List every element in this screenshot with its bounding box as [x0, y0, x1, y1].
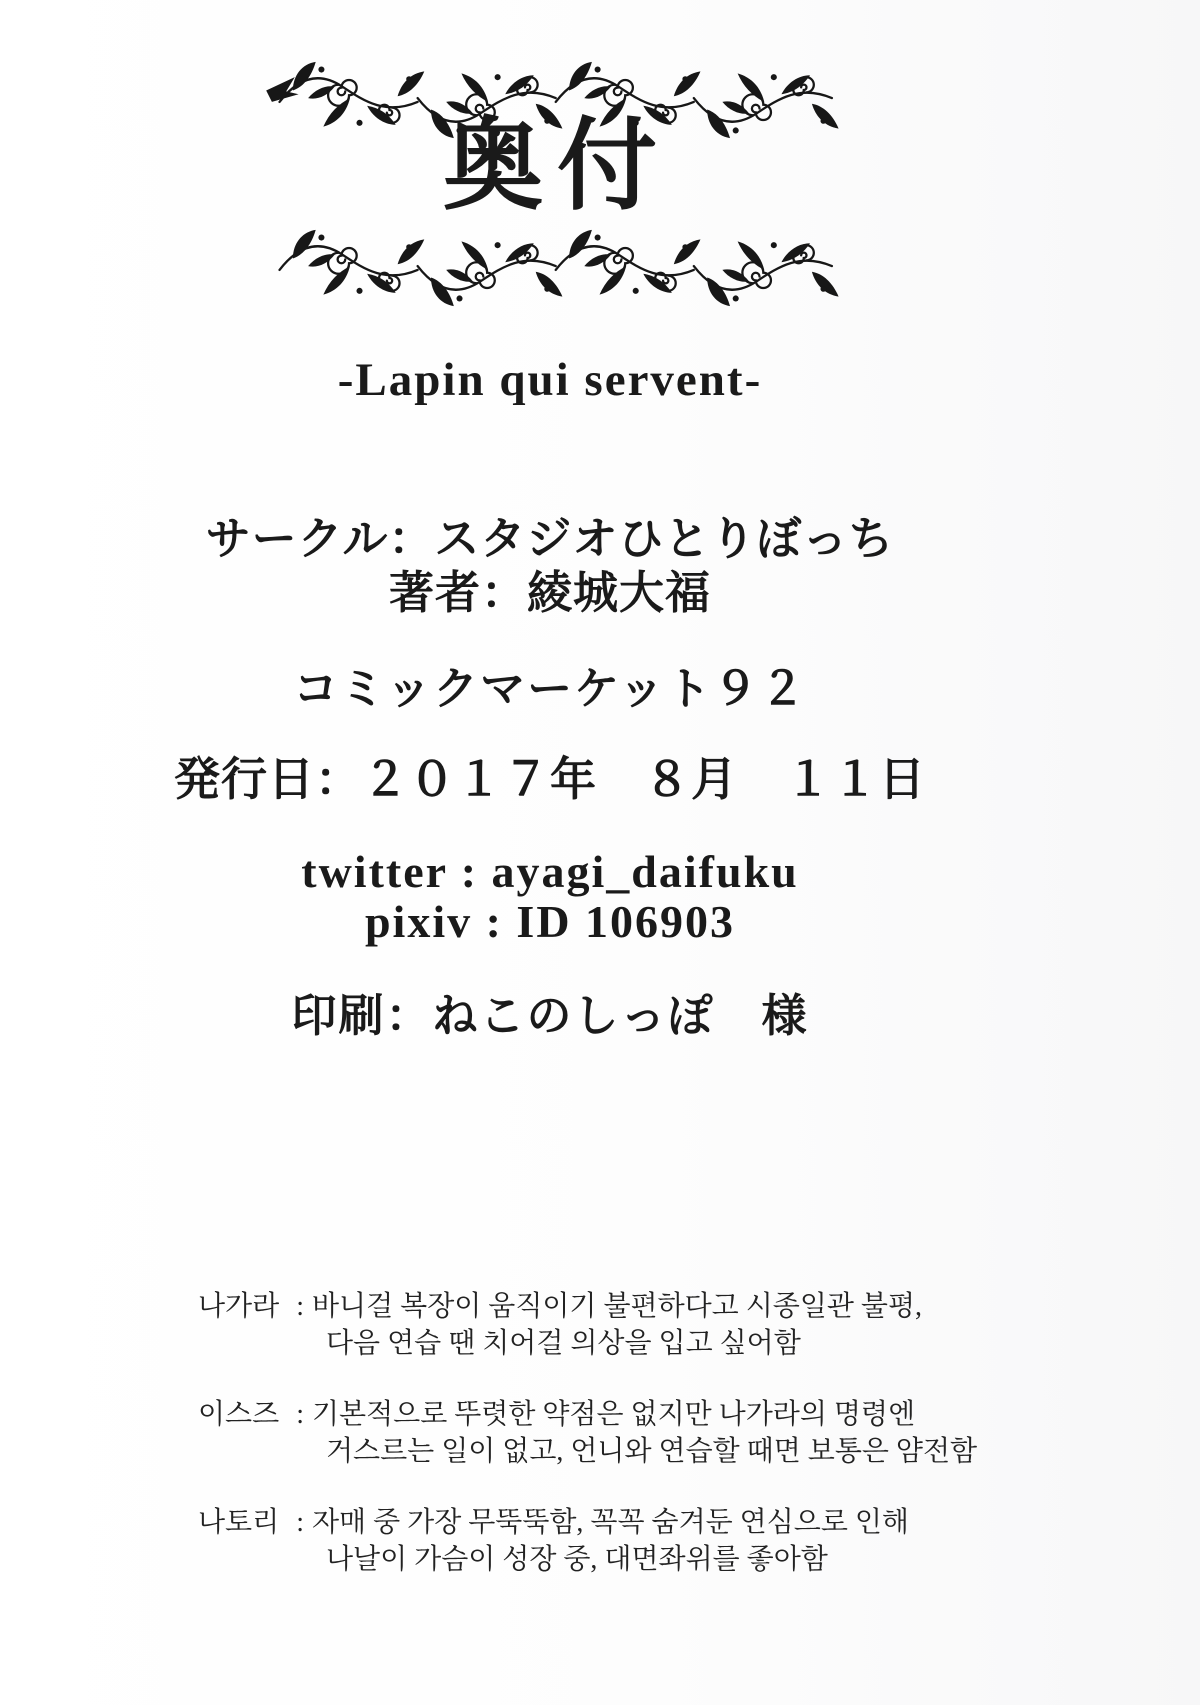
note-line-2: 나날이 가슴이 성장 중, 대면좌위를 좋아함 — [326, 1544, 828, 1575]
note-line-1: 자매 중 가장 무뚝뚝함, 꼭꼭 숨겨둔 연심으로 인해 — [312, 1507, 909, 1538]
book-subtitle: -Lapin qui servent- — [337, 354, 763, 406]
note-line-2: 거스르는 일이 없고, 언니와 연습할 때면 보통은 얌전함 — [326, 1436, 978, 1467]
character-note-natori — [198, 1504, 1058, 1578]
author-credit-line: 著者：綾城大福 — [388, 568, 711, 618]
printer-credit-line: 印刷：ねこのしっぽ 様 — [291, 991, 809, 1041]
pixiv-id-line: pixiv : ID 106903 — [364, 896, 736, 947]
character-name: 나가라 — [198, 1291, 280, 1322]
character-note-text — [312, 1288, 1058, 1362]
circle-credit-line: サークル：スタジオひとりぼっち — [205, 514, 895, 564]
twitter-handle-line: twitter : ayagi_daifuku — [301, 846, 799, 897]
colon-separator: : — [296, 1507, 304, 1538]
character-name: 나토리 — [198, 1507, 280, 1538]
character-note-isuzu — [198, 1396, 1058, 1470]
character-notes — [198, 1288, 1058, 1578]
character-name: 이스즈 — [198, 1399, 280, 1430]
publish-date-line: 発行日：２０１７年 ８月 １１日 — [174, 754, 926, 805]
note-line-2: 다음 연습 땐 치어걸 의상을 입고 싶어함 — [326, 1328, 801, 1359]
page-title: 奥付 — [443, 111, 671, 222]
floral-vine-divider-bottom-icon — [255, 228, 845, 308]
event-line: コミックマーケット９２ — [293, 664, 807, 714]
character-note-name — [198, 1504, 312, 1541]
character-note-text — [312, 1504, 1058, 1578]
character-note-name — [198, 1396, 312, 1433]
character-note-nagara — [198, 1288, 1058, 1362]
character-note-name — [198, 1288, 312, 1325]
note-line-1: 기본적으로 뚜렷한 약점은 없지만 나가라의 명령엔 — [312, 1399, 916, 1430]
colon-separator: : — [296, 1291, 304, 1322]
colon-separator: : — [296, 1399, 304, 1430]
character-note-text — [312, 1396, 1058, 1470]
note-line-1: 바니걸 복장이 움직이기 불편하다고 시종일관 불평, — [312, 1291, 923, 1322]
